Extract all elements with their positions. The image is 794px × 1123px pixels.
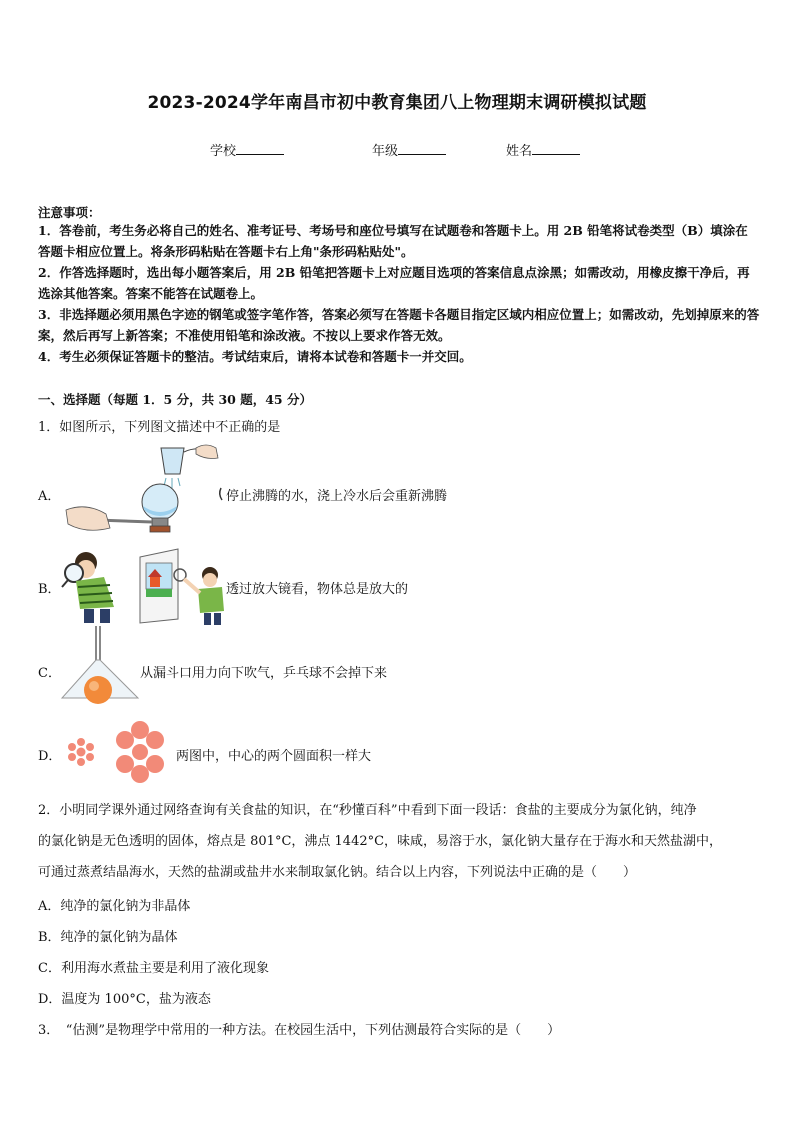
q1-option-b-label: B． xyxy=(38,582,61,597)
notice-item-3: 3．非选择题必须用黑色字迹的钢笔或签字笔作答，答案必须写在答题卡各题目指定区域内相应位置上；如需改动，先划掉原来的答案，然后再写上新答案；不准使用铅笔和涂改液。不按以上要求作答无效。 xyxy=(38,307,760,343)
q1-option-a-text: 停止沸腾的水，浇上冷水后会重新沸腾 xyxy=(226,489,448,504)
q1-option-b-text: 透过放大镜看，物体总是放大的 xyxy=(226,582,409,597)
magnifier-illustration xyxy=(60,547,226,627)
notice-item-4: 4．考生必须保证答题卡的整洁。考试结束后，请将本试卷和答题卡一并交回。 xyxy=(38,349,472,364)
q2-option-a: A．纯净的氯化钠为非晶体 xyxy=(38,899,191,914)
school-field xyxy=(210,140,284,159)
page-title: 2023-2024学年南昌市初中教育集团八上物理期末调研模拟试题 xyxy=(147,93,647,113)
q2-stem xyxy=(38,795,760,888)
notice-item-2: 2．作答选择题时，选出每小题答案后，用 2B 铅笔把答题卡上对应题目选项的答案信息点涂黑；如需改动，用橡皮擦干净后，再选涂其他答案。答案不能答在试题卷上。 xyxy=(38,265,750,301)
q1-option-d-label: D． xyxy=(38,749,62,764)
q2-option-d: D．温度为 100°C，盐为液态 xyxy=(38,992,211,1007)
notice-heading: 注意事项： xyxy=(38,205,101,220)
notice-item-1: 1．答卷前，考生务必将自己的姓名、准考证号、考场号和座位号填写在试题卷和答题卡上。用 2B 铅笔将试卷类型（B）填涂在答题卡相应位置上。将条形码粘贴在答题卡右上角"条形码粘贴处"。 xyxy=(38,223,748,259)
q1-option-a-label: A． xyxy=(38,489,61,504)
section-heading: 一、选择题（每题 1．5 分，共 30 题，45 分） xyxy=(38,392,312,407)
circles-illusion-illustration xyxy=(64,720,174,784)
q1-option-c-label: C． xyxy=(38,666,61,681)
grade-field xyxy=(372,140,446,159)
grade-label: 年级 xyxy=(372,144,399,159)
grade-blank[interactable] xyxy=(398,142,446,155)
school-blank[interactable] xyxy=(236,142,284,155)
name-blank[interactable] xyxy=(532,142,580,155)
name-label: 姓名 xyxy=(506,144,533,159)
q3-stem: 3． “估测”是物理学中常用的一种方法。在校园生活中，下列估测最符合实际的是（ ） xyxy=(38,1023,561,1038)
q1-stem: 1．如图所示，下列图文描述中不正确的是 xyxy=(38,420,281,435)
school-label: 学校 xyxy=(210,144,237,159)
q2-option-b: B．纯净的氯化钠为晶体 xyxy=(38,930,178,945)
funnel-pingpong-illustration xyxy=(60,626,146,708)
q1-option-c-text: 从漏斗口用力向下吹气，乒乓球不会掉下来 xyxy=(140,666,388,681)
q2-stem-line-1: 2．小明同学课外通过网络查询有关食盐的知识，在“秒懂百科”中看到下面一段话：食盐的主要成分为氯化钠，纯净 xyxy=(38,803,697,818)
q2-stem-line-3: 可通过蒸煮结晶海水，天然的盐湖或盐井水来制取氯化钠。结合以上内容，下列说法中正确的是（ ） xyxy=(38,865,637,880)
q1-option-d-text: 两图中，中心的两个圆面积一样大 xyxy=(176,749,372,764)
boiling-flask-illustration xyxy=(66,438,226,538)
q2-stem-line-2: 的氯化钠是无色透明的固体，熔点是 801°C，沸点 1442°C，味咸，易溶于水，氯化钠大量存在于海水和天然盐湖中， xyxy=(38,834,723,849)
name-field xyxy=(506,140,580,159)
q2-option-c: C．利用海水煮盐主要是利用了液化现象 xyxy=(38,961,269,976)
